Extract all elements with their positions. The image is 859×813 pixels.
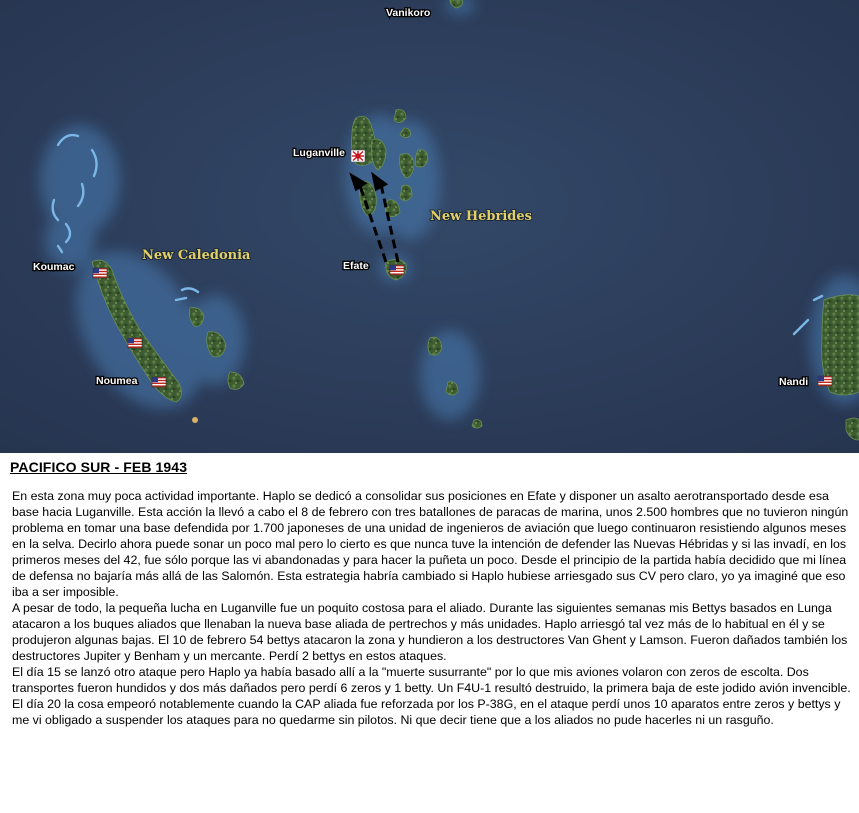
us-flag-icon (152, 377, 166, 387)
label-efate: Efate (343, 260, 369, 272)
us-flag-icon (93, 268, 107, 278)
caption-body (12, 488, 855, 728)
label-koumac: Koumac (33, 261, 75, 273)
label-new-caledonia: New Caledonia (142, 248, 251, 263)
label-noumea: Noumea (96, 375, 138, 387)
label-luganville: Luganville (293, 147, 345, 159)
us-flag-icon (128, 338, 142, 348)
islet (192, 417, 198, 423)
caption-panel (0, 453, 859, 813)
paragraph: A pesar de todo, la pequeña lucha en Luganville fue un poquito costosa para el aliado. Durante las siguientes semanas mis Bettys basados en Lunga atacaron a los buques aliados que llenaban la nueva base aliada de pertrechos y más unidades. Haplo arriesgó tal vez más de lo habitual en él y se produjeron algunas bajas. El 10 de febrero 54 bettys atacaron la zona y hundieron a los destructores Van Ghent y Lamson. Fueron dañados también los destructores Jupiter y Benham y un mercante. Perdí 2 bettys en estos ataques. (12, 601, 848, 663)
label-new-hebrides: New Hebrides (430, 209, 532, 224)
caption-title: PACIFICO SUR - FEB 1943 (10, 459, 188, 475)
paragraph: El día 15 se lanzó otro ataque pero Haplo ya había basado allí a la "muerte susurrante" por lo que mis aviones volaron con zeros de escolta. Dos transportes fueron hundidos y dos más dañados pero perdí 6 zeros y 1 betty. Un F4U-1 resultó destruido, la primera baja de este jodido avión invencible. El día 20 la cosa empeoró notablemente cuando la CAP aliada fue reforzada por los P-38G, en el ataque perdí unos 10 aparatos entre zeros y bettys y me vi obligado a suspender los ataques para no quedarme sin pilotos. Ni que decir tiene que a los aliados no pude hacerles ni un rasguño. (12, 665, 851, 727)
label-nandi: Nandi (779, 376, 809, 388)
us-flag-icon (818, 376, 832, 386)
us-flag-icon (390, 265, 404, 275)
japan-rising-sun-icon (351, 150, 365, 162)
label-vanikoro: Vanikoro (386, 7, 431, 19)
paragraph: En esta zona muy poca actividad importante. Haplo se dedicó a consolidar sus posiciones en Efate y disponer un asalto aerotransportado desde esa base hacia Luganville. Esta acción la llevó a cabo el 8 de febrero con tres batallones de paracas de marina, unos 2.500 hombres que no tuvieron ningún problema en tomar una base defendida por 1.700 japoneses de una unidad de ingenieros de aviación que luego continuaron resistiendo algunos meses en la selva. Decirlo ahora puede sonar un poco mal pero lo cierto es que nunca tuve la intención de defender las Nuevas Hébridas y si las invadí, en los primeros meses del 42, fue sólo porque las vi abandonadas y para hacer la puñeta un poco. Desde el principio de la partida había decidido que mi línea de defensa no bajaría más allá de las Salomón. Esta estrategia habría cambiado si Haplo hubiese arriesgado sus CV pero claro, yo ya imaginé que eso iba a ser imposible. (12, 489, 849, 599)
